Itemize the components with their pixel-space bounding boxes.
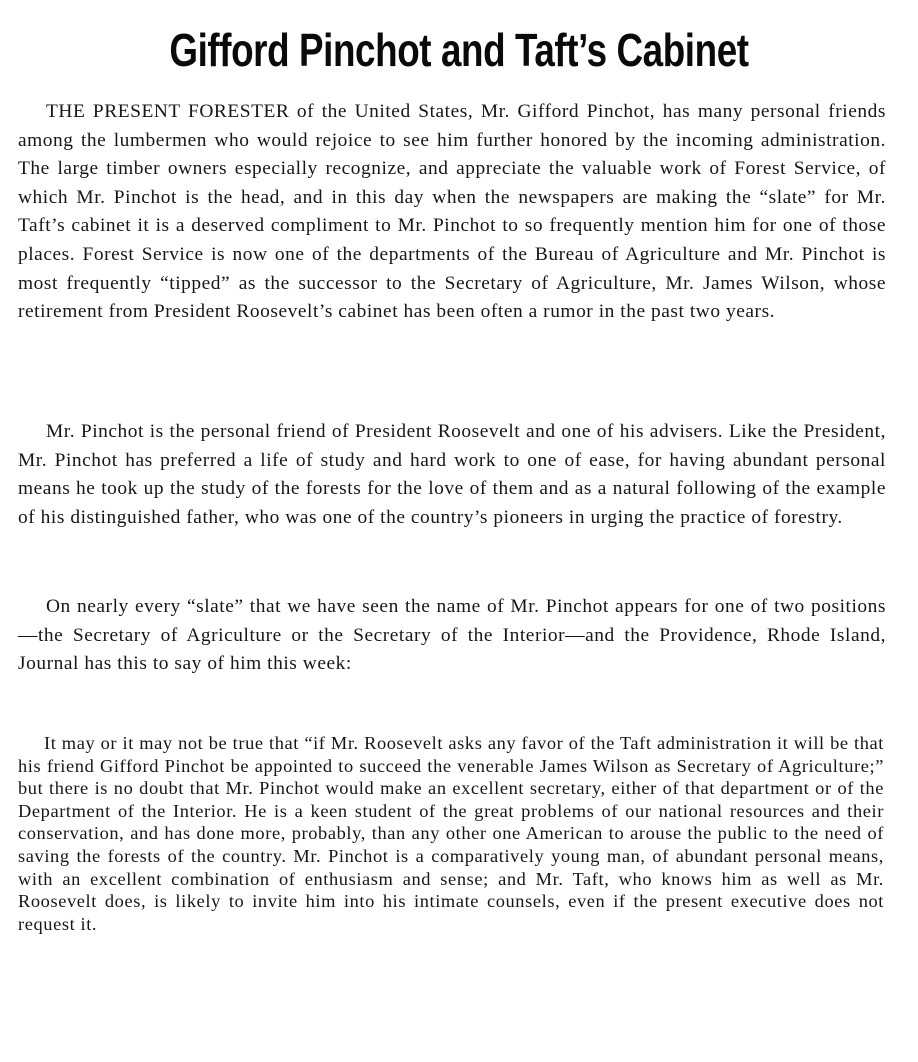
article-title: Gifford Pinchot and Taft’s Cabinet (169, 24, 749, 76)
paragraph-3: On nearly every “slate” that we have seen the name of Mr. Pinchot appears for one of two positions—the Secretary of Agriculture or the Secretary of the Interior—and the Providence, Rhode Island, Journal has this to say of him this week: (18, 596, 886, 675)
paragraph-1: THE PRESENT FORESTER of the United States, Mr. Gifford Pinchot, has many personal friends among the lumbermen who would rejoice to see him further honored by the incoming administration. The large timber owners especially recognize, and appreciate the valuable work of Forest Service, of which Mr. Pinchot is the head, and in this day when the newspapers are making the “slate” for Mr. Taft’s cabinet it is a deserved compliment to Mr. Pinchot to so frequently mention him for one of those places. Forest Service is now one of the departments of the Bureau of Agriculture and Mr. Pinchot is most frequently “tipped” as the successor to the Secretary of Agriculture, Mr. James Wilson, whose retirement from President Roosevelt’s cabinet has been often a rumor in the past two years. (18, 101, 886, 323)
journal-quote: It may or it may not be true that “if Mr. Roosevelt asks any favor of the Taft administration it will be that his friend Gifford Pinchot be appointed to succeed the venerable James Wilson as Secretary of Agriculture;” but there is no doubt that Mr. Pinchot would make an excellent secretary, either of that department or of the Department of the Interior. He is a keen student of the great problems of our national resources and their conservation, and has done more, probably, than any other one American to arouse the public to the need of saving the forests of the country. Mr. Pinchot is a comparatively young man, of abundant personal means, with an excellent combination of enthusiasm and sense; and Mr. Taft, who knows him as well as Mr. Roosevelt does, is likely to invite him into his intimate counsels, even if the present executive does not request it. (18, 733, 884, 934)
paragraph-2: Mr. Pinchot is the personal friend of President Roosevelt and one of his advisers. Like the President, Mr. Pinchot has preferred a life of study and hard work to one of ease, for having abundant personal means he took up the study of the forests for the love of them and as a natural following of the example of his distinguished father, who was one of the country’s pioneers in urging the practice of forestry. (18, 421, 886, 528)
